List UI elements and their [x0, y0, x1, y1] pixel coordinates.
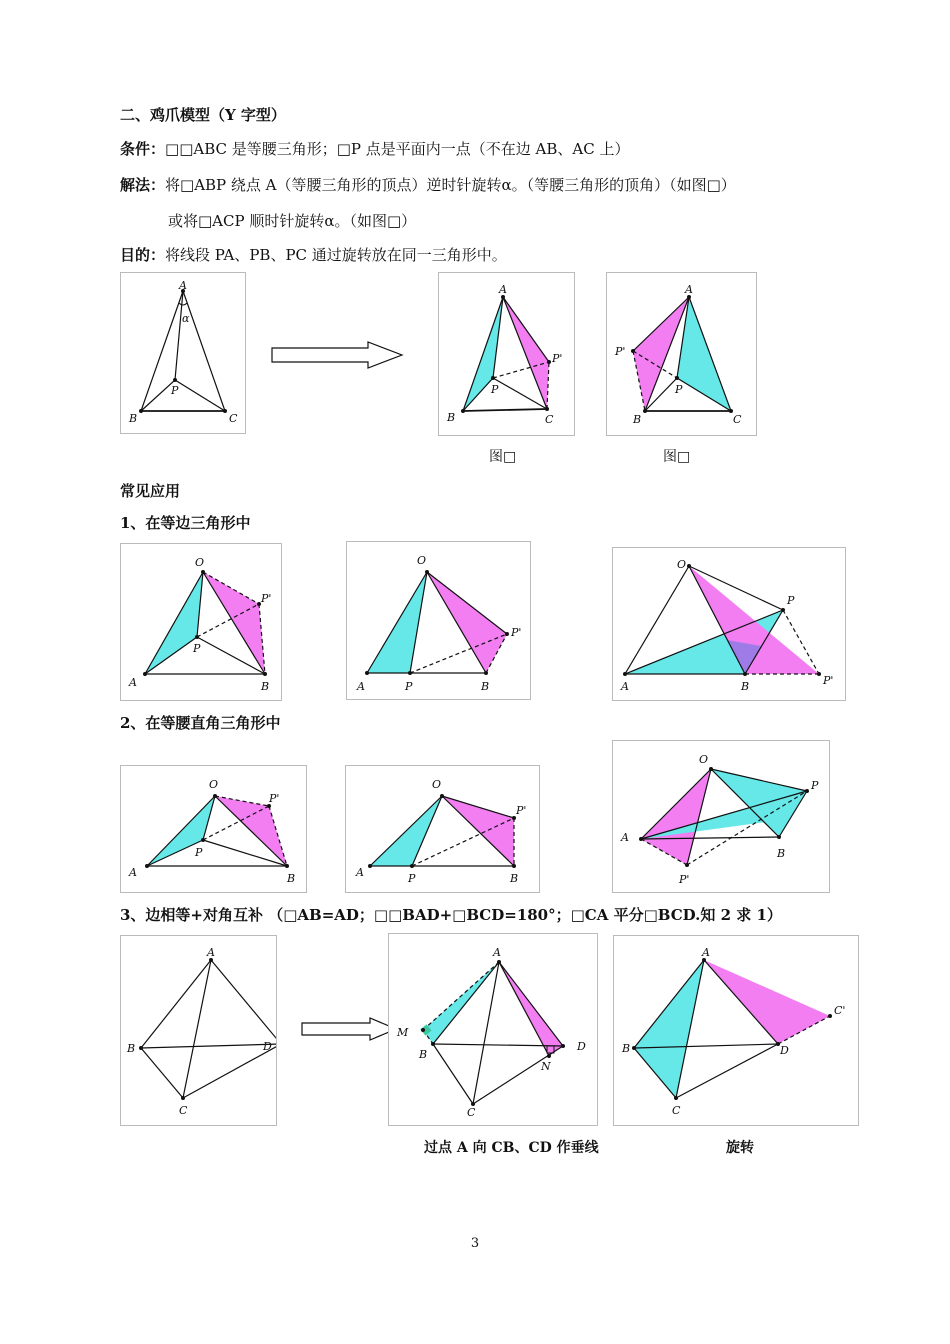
solution-label: 解法：	[120, 176, 166, 194]
label-d: D	[263, 1040, 272, 1053]
label-b: B	[777, 847, 786, 860]
figure-equilateral-2	[346, 541, 531, 700]
conditions-line	[120, 138, 629, 159]
solution-alt-line: 或将□ACP 顺时针旋转α。（如图□）	[168, 212, 417, 230]
label-a: A	[179, 279, 187, 292]
goal-label: 目的：	[120, 246, 166, 264]
label-o: O	[417, 554, 427, 567]
label-a: A	[685, 283, 693, 296]
label-a: A	[621, 831, 629, 844]
section-heading: 二、鸡爪模型（Y 字型）	[120, 106, 286, 124]
label-p: P	[675, 383, 683, 396]
solution-line	[120, 174, 736, 195]
caption-rotation: 旋转	[726, 1140, 754, 1156]
label-b: B	[287, 872, 296, 885]
label-b: B	[741, 680, 750, 693]
figure-kite-perpendiculars	[388, 933, 598, 1126]
figure-equilateral-1	[120, 543, 282, 701]
label-p: P	[787, 594, 795, 607]
label-a: A	[129, 676, 137, 689]
label-p-prime: P'	[516, 804, 527, 817]
label-b: B	[261, 680, 270, 693]
page-number: 3	[470, 1236, 480, 1251]
caption-perpendiculars: 过点 A 向 CB、CD 作垂线	[424, 1140, 599, 1156]
label-a: A	[702, 946, 710, 959]
label-d: D	[577, 1040, 586, 1053]
label-c-prime: C'	[834, 1004, 846, 1017]
figure-rotation-2	[606, 272, 757, 436]
label-m: M	[397, 1026, 409, 1039]
label-c: C	[179, 1104, 188, 1117]
label-alpha: α	[182, 312, 190, 325]
figure-base-triangle	[120, 272, 246, 434]
label-p: P	[195, 846, 203, 859]
label-b: B	[622, 1042, 631, 1055]
label-a: A	[356, 866, 364, 879]
label-p: P	[193, 642, 201, 655]
label-p: P	[171, 384, 179, 397]
label-p-prime: P'	[679, 873, 690, 886]
label-p-prime: P'	[552, 352, 563, 365]
figure-caption-1: 图□	[489, 449, 517, 465]
figure-caption-2: 图□	[663, 449, 691, 465]
label-d: D	[780, 1044, 789, 1057]
label-b: B	[129, 412, 138, 425]
label-p-prime: P'	[615, 345, 626, 358]
label-a: A	[493, 946, 501, 959]
label-a: A	[357, 680, 365, 693]
label-a: A	[499, 283, 507, 296]
section-3-heading: 3、边相等+对角互补 （□AB=AD；□□BAD+□BCD=180°；□CA 平分□BCD.知 2 求 1）	[120, 906, 782, 924]
figure-right-isosceles-1	[120, 765, 307, 893]
figure-kite-base	[120, 935, 277, 1126]
label-c: C	[545, 413, 554, 426]
section-2-heading: 2、在等腰直角三角形中	[120, 714, 281, 732]
label-b: B	[633, 413, 642, 426]
label-p-prime: P'	[269, 792, 280, 805]
goal-line	[120, 244, 507, 265]
figure-right-isosceles-3	[612, 740, 830, 893]
label-o: O	[195, 556, 205, 569]
common-applications-heading: 常见应用	[120, 482, 181, 500]
conditions-label: 条件：	[120, 140, 166, 158]
label-c: C	[672, 1104, 681, 1117]
figure-rotation-1	[438, 272, 575, 436]
label-b: B	[447, 411, 456, 424]
label-n: N	[541, 1060, 551, 1073]
label-p: P	[491, 383, 499, 396]
label-p: P	[405, 680, 413, 693]
figure-equilateral-3	[612, 547, 846, 701]
solution-text: 将□ABP 绕点 A（等腰三角形的顶点）逆时针旋转α。（等腰三角形的顶角）（如图□）	[165, 176, 736, 194]
label-c: C	[467, 1106, 476, 1119]
label-p: P	[811, 779, 819, 792]
right-arrow-icon	[270, 340, 406, 370]
right-arrow-icon	[300, 1016, 400, 1042]
section-1-heading: 1、在等边三角形中	[120, 514, 251, 532]
conditions-text: □□ABC 是等腰三角形；□P 点是平面内一点（不在边 AB、AC 上）	[165, 140, 630, 158]
label-p: P	[408, 872, 416, 885]
label-p-prime: P'	[261, 592, 272, 605]
label-o: O	[209, 778, 219, 791]
label-a: A	[129, 866, 137, 879]
figure-right-isosceles-2	[345, 765, 540, 893]
label-o: O	[699, 753, 709, 766]
label-b: B	[510, 872, 519, 885]
label-b: B	[127, 1042, 136, 1055]
label-c: C	[733, 413, 742, 426]
label-o: O	[432, 778, 442, 791]
label-b: B	[481, 680, 490, 693]
label-o: O	[677, 558, 687, 571]
label-p-prime: P'	[823, 674, 834, 687]
label-a: A	[207, 946, 215, 959]
goal-text: 将线段 PA、PB、PC 通过旋转放在同一三角形中。	[165, 246, 507, 264]
label-b: B	[419, 1048, 428, 1061]
label-p-prime: P'	[511, 626, 522, 639]
label-a: A	[621, 680, 629, 693]
figure-kite-rotated	[613, 935, 859, 1126]
label-c: C	[229, 412, 238, 425]
